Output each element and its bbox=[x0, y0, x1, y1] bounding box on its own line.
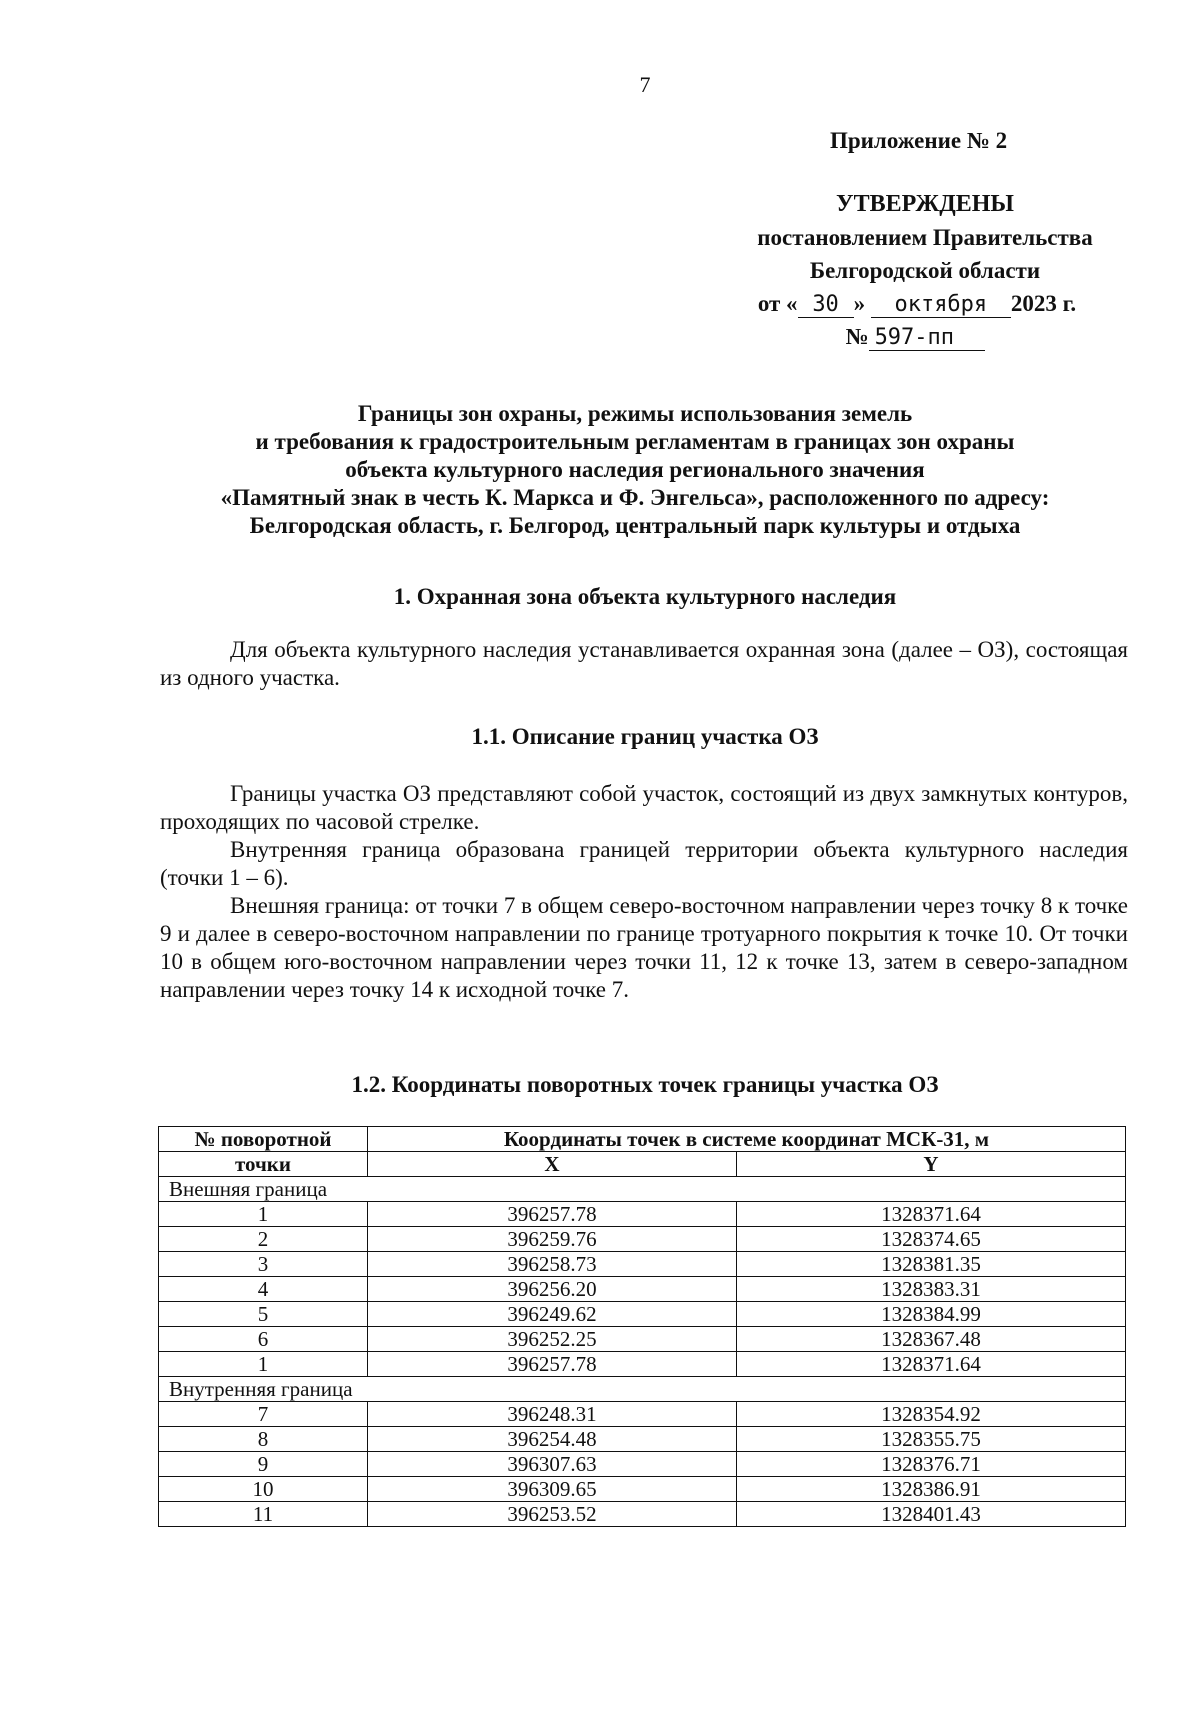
approval-line-2: Белгородской области bbox=[809, 258, 1041, 283]
number-prefix: № bbox=[845, 324, 869, 349]
header-point-cont: точки bbox=[159, 1152, 368, 1177]
number-value: 597-пп bbox=[869, 326, 985, 351]
cell-x: 396252.25 bbox=[368, 1327, 737, 1352]
cell-point: 5 bbox=[159, 1302, 368, 1327]
table-row bbox=[159, 1427, 1126, 1452]
table-group-row bbox=[159, 1177, 1126, 1202]
section-1-1-paragraph: Внешняя граница: от точки 7 в общем северо-восточном направлении через точку 8 к точке 9 и далее в северо-восточном направлении по границе тротуарного покрытия к точке 10. От точки 10 в общем юго-восточном направлении через точки 11, 12 к точке 13, затем в северо-западном направлении через точку 14 к исходной точке 7. bbox=[160, 893, 1128, 1002]
date-year: 2023 г. bbox=[1010, 291, 1077, 316]
approval-number bbox=[720, 320, 1110, 353]
header-point-text: № поворотной bbox=[194, 1127, 332, 1151]
section-1-1-paragraph: Границы участка ОЗ представляют собой участок, состоящий из двух замкнутых контуров, проходящих по часовой стрелке. bbox=[160, 781, 1128, 834]
approval-date bbox=[722, 287, 1112, 320]
cell-point: 8 bbox=[159, 1427, 368, 1452]
cell-y: 1328354.92 bbox=[737, 1402, 1126, 1427]
group-label: Внешняя граница bbox=[159, 1177, 1126, 1202]
table-row bbox=[159, 1502, 1126, 1527]
appendix-label: Приложение № 2 bbox=[830, 128, 1008, 153]
header-x: X bbox=[368, 1152, 737, 1177]
title-line: и требования к градостроительным регламентам в границах зон охраны bbox=[255, 429, 1015, 454]
cell-x: 396259.76 bbox=[368, 1227, 737, 1252]
cell-x: 396249.62 bbox=[368, 1302, 737, 1327]
cell-point: 1 bbox=[159, 1352, 368, 1377]
table-row bbox=[159, 1452, 1126, 1477]
group-label: Внутренняя граница bbox=[159, 1377, 1126, 1402]
table-subheader-row bbox=[159, 1152, 1126, 1177]
cell-x: 396248.31 bbox=[368, 1402, 737, 1427]
section-1-1-paragraph: Внутренняя граница образована границей территории объекта культурного наследия (точки 1 – 6). bbox=[160, 837, 1128, 890]
cell-y: 1328371.64 bbox=[737, 1352, 1126, 1377]
cell-point: 9 bbox=[159, 1452, 368, 1477]
cell-point: 7 bbox=[159, 1402, 368, 1427]
page-number: 7 bbox=[639, 72, 651, 97]
cell-point: 11 bbox=[159, 1502, 368, 1527]
cell-y: 1328386.91 bbox=[737, 1477, 1126, 1502]
cell-y: 1328383.31 bbox=[737, 1277, 1126, 1302]
cell-y: 1328355.75 bbox=[737, 1427, 1126, 1452]
date-mid: » bbox=[853, 291, 866, 316]
cell-x: 396257.78 bbox=[368, 1202, 737, 1227]
cell-x: 396258.73 bbox=[368, 1252, 737, 1277]
cell-x: 396253.52 bbox=[368, 1502, 737, 1527]
table-row bbox=[159, 1252, 1126, 1277]
cell-y: 1328374.65 bbox=[737, 1227, 1126, 1252]
approval-block bbox=[730, 188, 1120, 353]
document-title bbox=[140, 400, 1130, 540]
approval-heading: УТВЕРЖДЕНЫ bbox=[836, 191, 1014, 217]
cell-x: 396307.63 bbox=[368, 1452, 737, 1477]
section-1-1-heading: 1.1. Описание границ участка ОЗ bbox=[471, 724, 819, 749]
cell-y: 1328376.71 bbox=[737, 1452, 1126, 1477]
table-row bbox=[159, 1402, 1126, 1427]
cell-y: 1328371.64 bbox=[737, 1202, 1126, 1227]
title-line: Границы зон охраны, режимы использования земель bbox=[357, 401, 913, 426]
table-row bbox=[159, 1352, 1126, 1377]
date-month: октября bbox=[871, 293, 1011, 318]
section-1-text: Для объекта культурного наследия устанавливается охранная зона (далее – ОЗ), состоящая из одного участка. bbox=[160, 637, 1128, 690]
header-coords: Координаты точек в системе координат МСК-31, м bbox=[368, 1127, 1126, 1152]
cell-point: 1 bbox=[159, 1202, 368, 1227]
table-group-row bbox=[159, 1377, 1126, 1402]
cell-x: 396309.65 bbox=[368, 1477, 737, 1502]
cell-y: 1328367.48 bbox=[737, 1327, 1126, 1352]
header-point bbox=[159, 1127, 368, 1152]
cell-point: 4 bbox=[159, 1277, 368, 1302]
table-row bbox=[159, 1327, 1126, 1352]
title-line: объекта культурного наследия регионального значения bbox=[345, 457, 925, 482]
cell-point: 10 bbox=[159, 1477, 368, 1502]
header-y: Y bbox=[737, 1152, 1126, 1177]
section-1-heading: 1. Охранная зона объекта культурного наследия bbox=[393, 584, 897, 609]
cell-point: 2 bbox=[159, 1227, 368, 1252]
table-row bbox=[159, 1227, 1126, 1252]
table-row bbox=[159, 1302, 1126, 1327]
cell-y: 1328384.99 bbox=[737, 1302, 1126, 1327]
table-row bbox=[159, 1277, 1126, 1302]
approval-line-1: постановлением Правительства bbox=[757, 225, 1093, 250]
cell-x: 396254.48 bbox=[368, 1427, 737, 1452]
cell-point: 3 bbox=[159, 1252, 368, 1277]
date-prefix: от « bbox=[757, 291, 798, 316]
section-1-paragraph bbox=[160, 636, 1128, 692]
table-body bbox=[159, 1177, 1126, 1527]
cell-y: 1328401.43 bbox=[737, 1502, 1126, 1527]
table-row bbox=[159, 1202, 1126, 1227]
cell-point: 6 bbox=[159, 1327, 368, 1352]
section-1-1-body bbox=[160, 780, 1128, 1004]
title-line: «Памятный знак в честь К. Маркса и Ф. Энгельса», расположенного по адресу: bbox=[220, 485, 1050, 510]
cell-y: 1328381.35 bbox=[737, 1252, 1126, 1277]
table-header-row bbox=[159, 1127, 1126, 1152]
title-line: Белгородская область, г. Белгород, центральный парк культуры и отдыха bbox=[249, 513, 1021, 538]
cell-x: 396256.20 bbox=[368, 1277, 737, 1302]
section-1-2-heading: 1.2. Координаты поворотных точек границы участка ОЗ bbox=[351, 1072, 939, 1097]
cell-x: 396257.78 bbox=[368, 1352, 737, 1377]
coordinates-table bbox=[158, 1126, 1126, 1527]
table-row bbox=[159, 1477, 1126, 1502]
date-day: 30 bbox=[798, 293, 854, 318]
